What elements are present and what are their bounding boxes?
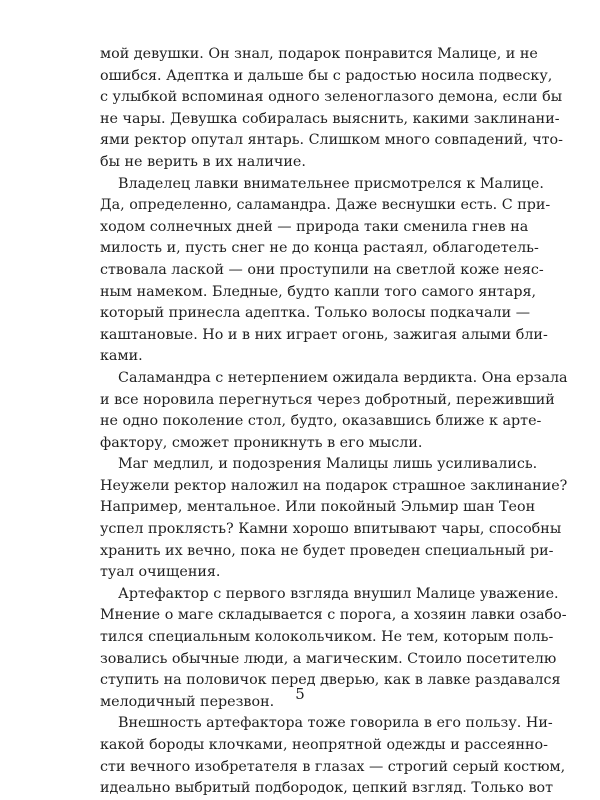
text-line: Саламандра с нетерпением ожидала вердикта. Она ерзала	[118, 369, 568, 386]
text-line: не одно поколение стол, будто, оказавшись ближе к арте-	[100, 413, 542, 430]
text-line: Неужели ректор наложил на подарок страшное заклинание?	[100, 477, 568, 494]
text-line: Владелец лавки внимательнее присмотрелся к Малице.	[118, 175, 544, 192]
text-line: не чары. Девушка собиралась выяснить, какими заклинани-	[100, 110, 560, 127]
text-line: успел проклясть? Камни хорошо впитывают чары, способны	[100, 521, 562, 538]
text-line: какой бороды клочками, неопрятной одежды и рассеянно-	[100, 737, 548, 753]
text-line: фактору, сможет проникнуть в его мысли.	[100, 434, 423, 451]
text-line: Да, определенно, саламандра. Даже веснушки есть. С при-	[100, 197, 551, 214]
paragraph	[100, 368, 568, 454]
text-line: Внешность артефактора тоже говорила в его пользу. Ни-	[118, 715, 553, 732]
text-line: тился специальным колокольчиком. Не тем, которым поль-	[100, 629, 554, 646]
text-line: хранить их вечно, пока не будет проведен специальный ри-	[100, 542, 554, 559]
text-line: сти вечного изобретателя в глазах — строгий серый костюм,	[100, 758, 566, 775]
text-line: который принесла адептка. Только волосы подкачали —	[100, 305, 530, 322]
text-line: каштановые. Но и в них играет огонь, зажигая алыми бли-	[100, 326, 548, 343]
text-line: ходом солнечных дней — природа таки сменила гнев на	[100, 218, 529, 235]
text-line: с улыбкой вспоминая одного зеленоглазого демона, если бы	[100, 89, 563, 106]
text-line: и все норовила перегнуться через добротный, переживший	[100, 391, 555, 408]
text-line: ным намеком. Бледные, будто капли того самого янтаря,	[100, 283, 537, 300]
text-line: ями ректор опутал янтарь. Слишком много совпадений, что-	[100, 132, 563, 149]
text-line: ствовала лаской — они проступили на светлой коже неяс-	[100, 261, 544, 278]
text-line: милость и, пусть снег не до конца растаял, облагодетель-	[100, 240, 539, 257]
text-line: ками.	[100, 348, 143, 365]
paragraph	[100, 454, 568, 584]
text-line: Например, ментальное. Или покойный Эльмир шан Теон	[100, 499, 536, 516]
paragraph	[100, 713, 566, 799]
text-line: Мнение о маге складывается с порога, а хозяин лавки озабо-	[100, 607, 567, 624]
text-line: туал очищения.	[100, 564, 221, 581]
text-line: Маг медлил, и подозрения Малицы лишь усиливались.	[118, 456, 538, 473]
paragraph	[100, 44, 563, 174]
text-line: ступить на половичок перед дверью, как в лавке раздавался	[100, 672, 561, 689]
text-line: мелодичный перезвон.	[100, 693, 275, 710]
text-line: мой девушки. Он знал, подарок понравится Малице, и не	[100, 46, 538, 62]
text-line: ошибся. Адептка и дальше бы с радостью носила подвеску,	[100, 67, 553, 84]
text-line: зовались обычные люди, а магическим. Стоило посетителю	[100, 650, 557, 667]
text-line: Артефактор с первого взгляда внушил Малице уважение.	[118, 585, 559, 602]
text-line: бы не верить в их наличие.	[100, 153, 306, 170]
page-number: 5	[295, 685, 305, 703]
paragraph	[100, 174, 551, 368]
text-line: идеально выбритый подбородок, цепкий взгляд. Только вот	[100, 780, 554, 797]
